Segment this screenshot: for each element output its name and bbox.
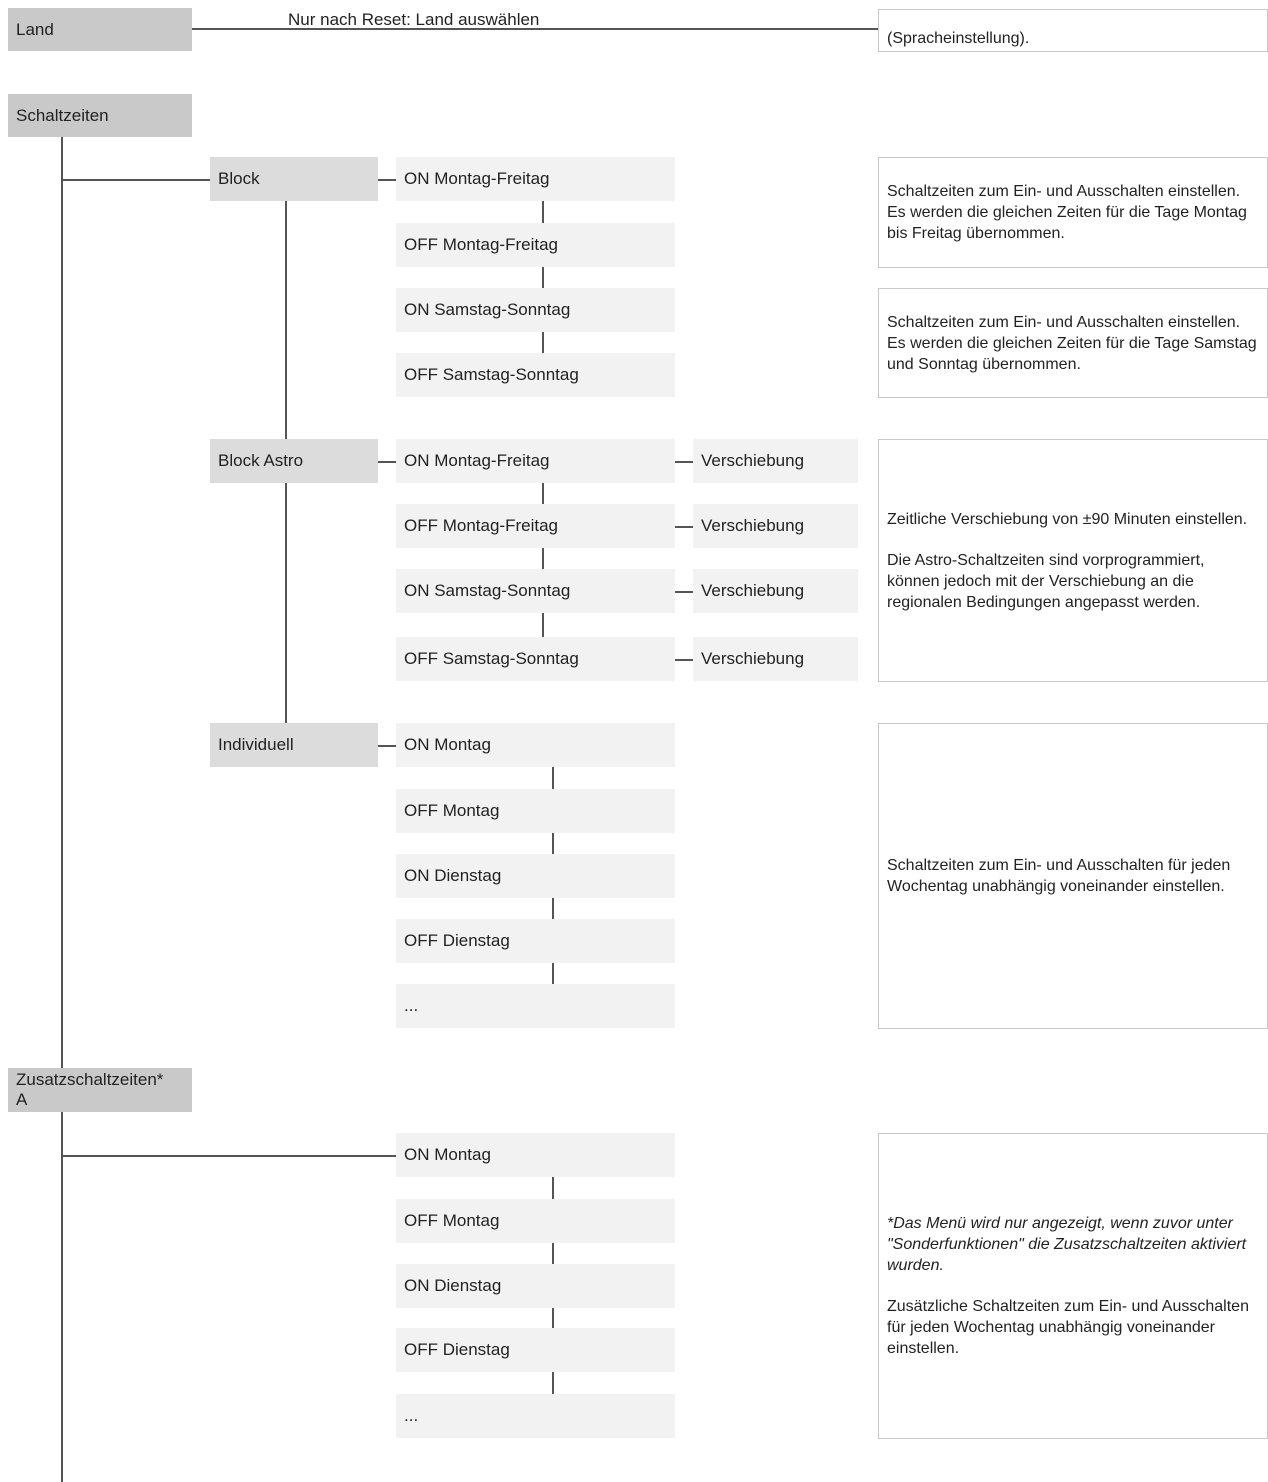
schaltzeiten-trunk: [61, 137, 63, 1068]
zusatz-note-footnote: *Das Menü wird nur angezeigt, wenn zuvor unter "Sonderfunktionen" die Zusatzschaltzeiten aktiviert wurden.: [887, 1215, 1247, 1274]
astro-item: [396, 637, 675, 681]
shift-connector: [675, 591, 693, 593]
block-astro-item-connector: [378, 461, 396, 463]
astro-item-label: ON Montag-Freitag: [404, 451, 550, 470]
zusatz-item-label: ...: [404, 1406, 419, 1425]
block-item-link: [542, 332, 544, 353]
block-weekend-note: [878, 288, 1268, 398]
individuell-item: [396, 919, 675, 963]
zusatz-item: [396, 1264, 675, 1308]
block-astro-note-text: Die Astro-Schaltzeiten sind vorprogrammiert, können jedoch mit der Verschiebung an die regionalen Bedingungen angepasst werden.: [887, 551, 1205, 611]
individuell-item: [396, 854, 675, 898]
astro-item-label: OFF Samstag-Sonntag: [404, 649, 579, 668]
zusatz-note: [878, 1133, 1268, 1439]
shift-item-label: Verschiebung: [701, 451, 805, 470]
zusatz-node: [8, 1068, 192, 1112]
astro-item-label: OFF Montag-Freitag: [404, 516, 558, 535]
zusatz-item: [396, 1394, 675, 1438]
block-item-connector: [378, 179, 396, 181]
shift-item: [693, 569, 858, 613]
zusatz-item-link: [552, 1372, 554, 1394]
shift-item-label: Verschiebung: [701, 581, 805, 600]
zusatz-trunk: [61, 1112, 63, 1482]
zusatz-item: [396, 1328, 675, 1372]
individuell-item-link: [552, 833, 554, 854]
individuell-item-link: [552, 898, 554, 919]
shift-item-label: Verschiebung: [701, 649, 805, 668]
schaltzeiten-to-block-connector: [61, 179, 210, 181]
block-item-label: ON Montag-Freitag: [404, 169, 550, 188]
block-item-label: OFF Samstag-Sonntag: [404, 365, 579, 384]
land-note-text: (Spracheinstellung).: [887, 30, 1030, 47]
zusatz-item-label: ON Montag: [404, 1145, 491, 1164]
shift-item: [693, 439, 858, 483]
individuell-item-label: ON Montag: [404, 735, 491, 754]
schaltzeiten-node: [8, 94, 192, 137]
block-label: Block: [218, 169, 260, 188]
individuell-item-label: ON Dienstag: [404, 866, 502, 885]
astro-item: [396, 504, 675, 548]
zusatz-item-link: [552, 1308, 554, 1328]
shift-item-label: Verschiebung: [701, 516, 805, 535]
individuell-note-text: Schaltzeiten zum Ein- und Ausschalten für jeden Wochentag unabhängig voneinander einstellen.: [887, 857, 1231, 895]
zusatz-note-text: Zusätzliche Schaltzeiten zum Ein- und Ausschalten für jeden Wochentag unabhängig voneinander einstellen.: [887, 1298, 1249, 1357]
block-weekend-note-text: Schaltzeiten zum Ein- und Ausschalten einstellen. Es werden die gleichen Zeiten für die Tage Samstag und Sonntag übernommen.: [887, 313, 1257, 373]
shift-connector: [675, 526, 693, 528]
block-item: [396, 223, 675, 267]
block-item: [396, 353, 675, 397]
land-note: [878, 9, 1268, 52]
astro-item-link: [542, 483, 544, 504]
land-node: [8, 8, 192, 51]
block-item: [396, 288, 675, 332]
block-astro-note-text: Zeitliche Verschiebung von ±90 Minuten einstellen.: [887, 510, 1248, 528]
block-weekdays-note: [878, 157, 1268, 268]
individuell-item: [396, 723, 675, 767]
individuell-item-link: [552, 963, 554, 984]
astro-item-link: [542, 548, 544, 569]
block-item: [396, 157, 675, 201]
block-item-label: ON Samstag-Sonntag: [404, 300, 571, 319]
block-item-link: [542, 201, 544, 223]
block-item-link: [542, 267, 544, 288]
zusatz-item: [396, 1133, 675, 1177]
shift-item: [693, 637, 858, 681]
individuell-item-connector: [378, 745, 396, 747]
zusatz-item: [396, 1199, 675, 1243]
zusatz-item-connector: [61, 1155, 396, 1157]
astro-item: [396, 569, 675, 613]
individuell-node: [210, 723, 378, 767]
individuell-item-label: OFF Montag: [404, 801, 500, 820]
zusatz-item-link: [552, 1243, 554, 1264]
individuell-item-label: ...: [404, 996, 419, 1015]
individuell-item-link: [552, 767, 554, 789]
astro-item: [396, 439, 675, 483]
land-label: Land: [16, 19, 54, 39]
individuell-item-label: OFF Dienstag: [404, 931, 510, 950]
individuell-item: [396, 984, 675, 1028]
individuell-note: [878, 723, 1268, 1029]
zusatz-item-label: ON Dienstag: [404, 1276, 502, 1295]
schaltzeiten-label: Schaltzeiten: [16, 105, 109, 125]
block-astro-note: [878, 439, 1268, 682]
zusatz-label-suffix: A: [16, 1090, 28, 1109]
zusatz-item-link: [552, 1177, 554, 1199]
astro-item-label: ON Samstag-Sonntag: [404, 581, 571, 600]
shift-connector: [675, 461, 693, 463]
astro-item-link: [542, 613, 544, 637]
zusatz-label: Zusatzschaltzeiten*: [16, 1070, 164, 1089]
zusatz-item-label: OFF Montag: [404, 1211, 500, 1230]
block-astro-label: Block Astro: [218, 451, 304, 470]
block-astro-node: [210, 439, 378, 483]
block-node: [210, 157, 378, 201]
individuell-item: [396, 789, 675, 833]
block-weekdays-note-text: Schaltzeiten zum Ein- und Ausschalten einstellen. Es werden die gleichen Zeiten für die Tage Montag bis Freitag übernommen.: [887, 183, 1247, 242]
block-item-label: OFF Montag-Freitag: [404, 235, 558, 254]
shift-connector: [675, 659, 693, 661]
land-connector-label: Nur nach Reset: Land auswählen: [288, 10, 540, 29]
zusatz-item-label: OFF Dienstag: [404, 1340, 510, 1359]
individuell-label: Individuell: [218, 735, 294, 754]
shift-item: [693, 504, 858, 548]
